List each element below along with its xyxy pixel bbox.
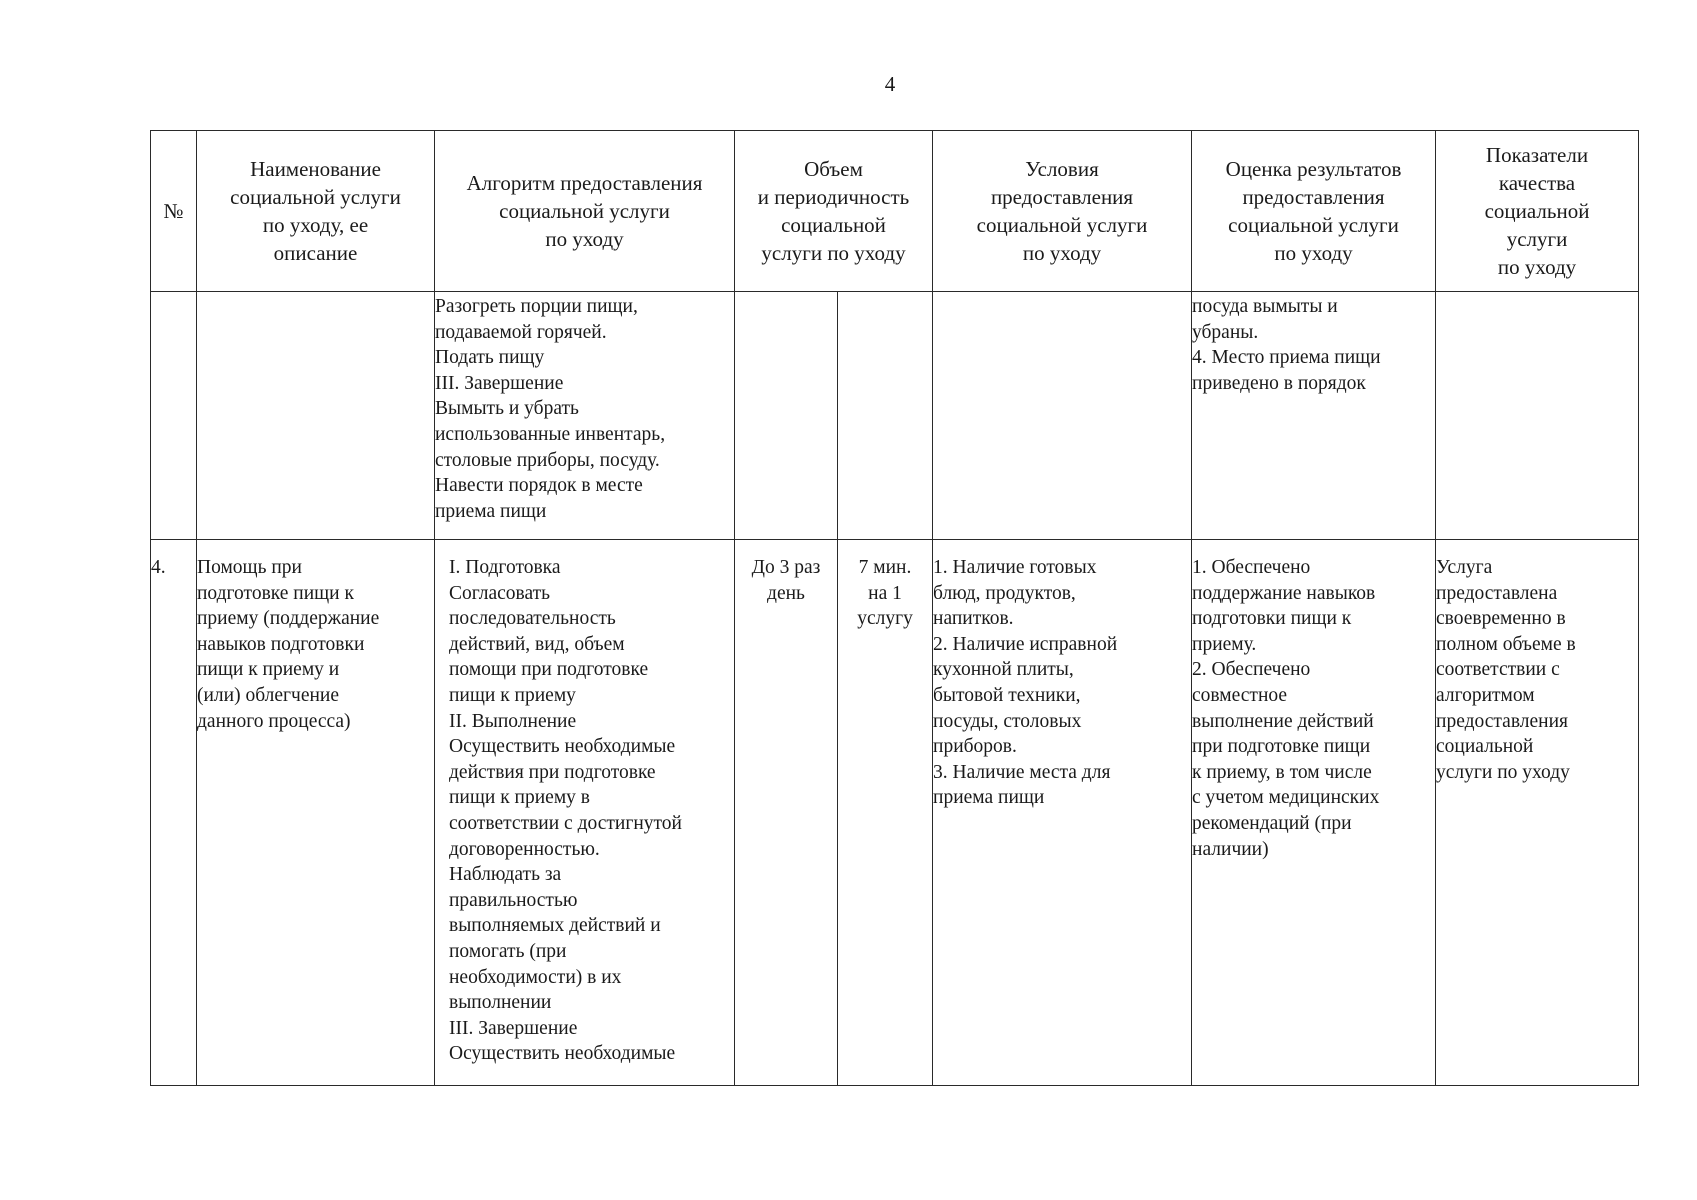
cell-conditions: 1. Наличие готовых блюд, продуктов, напитков. 2. Наличие исправной кухонной плиты, бытовой техники, посуды, столовых приборов. 3. Наличие места для приема пищи bbox=[933, 540, 1192, 1086]
cell-name bbox=[197, 292, 435, 540]
header-algorithm: Алгоритм предоставления социальной услуги по уходу bbox=[435, 131, 735, 292]
header-conditions: Условия предоставления социальной услуги по уходу bbox=[933, 131, 1192, 292]
table-row-continuation bbox=[151, 292, 1639, 540]
cell-quality: Услуга предоставлена своевременно в полном объеме в соответствии с алгоритмом предоставления социальной услуги по уходу bbox=[1436, 540, 1639, 1086]
services-table bbox=[150, 130, 1639, 1086]
cell-frequency: До 3 раз день bbox=[735, 540, 838, 1086]
cell-algorithm: I. Подготовка Согласовать последовательность действий, вид, объем помощи при подготовке пищи к приему II. Выполнение Осуществить необходимые действия при подготовке пищи к приему в соответствии с достигнутой договоренностью. Наблюдать за правильностью выполняемых действий и помогать (при необходимости) в их выполнении III. Завершение Осуществить необходимые bbox=[435, 540, 735, 1086]
cell-results: 1. Обеспечено поддержание навыков подготовки пищи к приему. 2. Обеспечено совместное выполнение действий при подготовке пищи к приему, в том числе с учетом медицинских рекомендаций (при наличии) bbox=[1192, 540, 1436, 1086]
cell-frequency bbox=[735, 292, 838, 540]
header-row bbox=[151, 131, 1639, 292]
cell-algorithm: Разогреть порции пищи, подаваемой горячей. Подать пищу III. Завершение Вымыть и убрать использованные инвентарь, столовые приборы, посуду. Навести порядок в месте приема пищи bbox=[435, 292, 735, 540]
cell-results: посуда вымыты и убраны. 4. Место приема пищи приведено в порядок bbox=[1192, 292, 1436, 540]
cell-duration: 7 мин. на 1 услугу bbox=[838, 540, 933, 1086]
cell-num: 4. bbox=[151, 540, 197, 1086]
cell-num bbox=[151, 292, 197, 540]
header-num: № bbox=[151, 131, 197, 292]
cell-duration bbox=[838, 292, 933, 540]
page-number: 4 bbox=[884, 72, 896, 96]
cell-quality bbox=[1436, 292, 1639, 540]
header-name: Наименование социальной услуги по уходу, ее описание bbox=[197, 131, 435, 292]
table-row-4 bbox=[151, 540, 1639, 1086]
header-results: Оценка результатов предоставления социальной услуги по уходу bbox=[1192, 131, 1436, 292]
cell-name: Помощь при подготовке пищи к приему (поддержание навыков подготовки пищи к приему и (или) облегчение данного процесса) bbox=[197, 540, 435, 1086]
cell-conditions bbox=[933, 292, 1192, 540]
header-quality: Показатели качества социальной услуги по уходу bbox=[1436, 131, 1639, 292]
header-volume: Объем и периодичность социальной услуги по уходу bbox=[735, 131, 933, 292]
